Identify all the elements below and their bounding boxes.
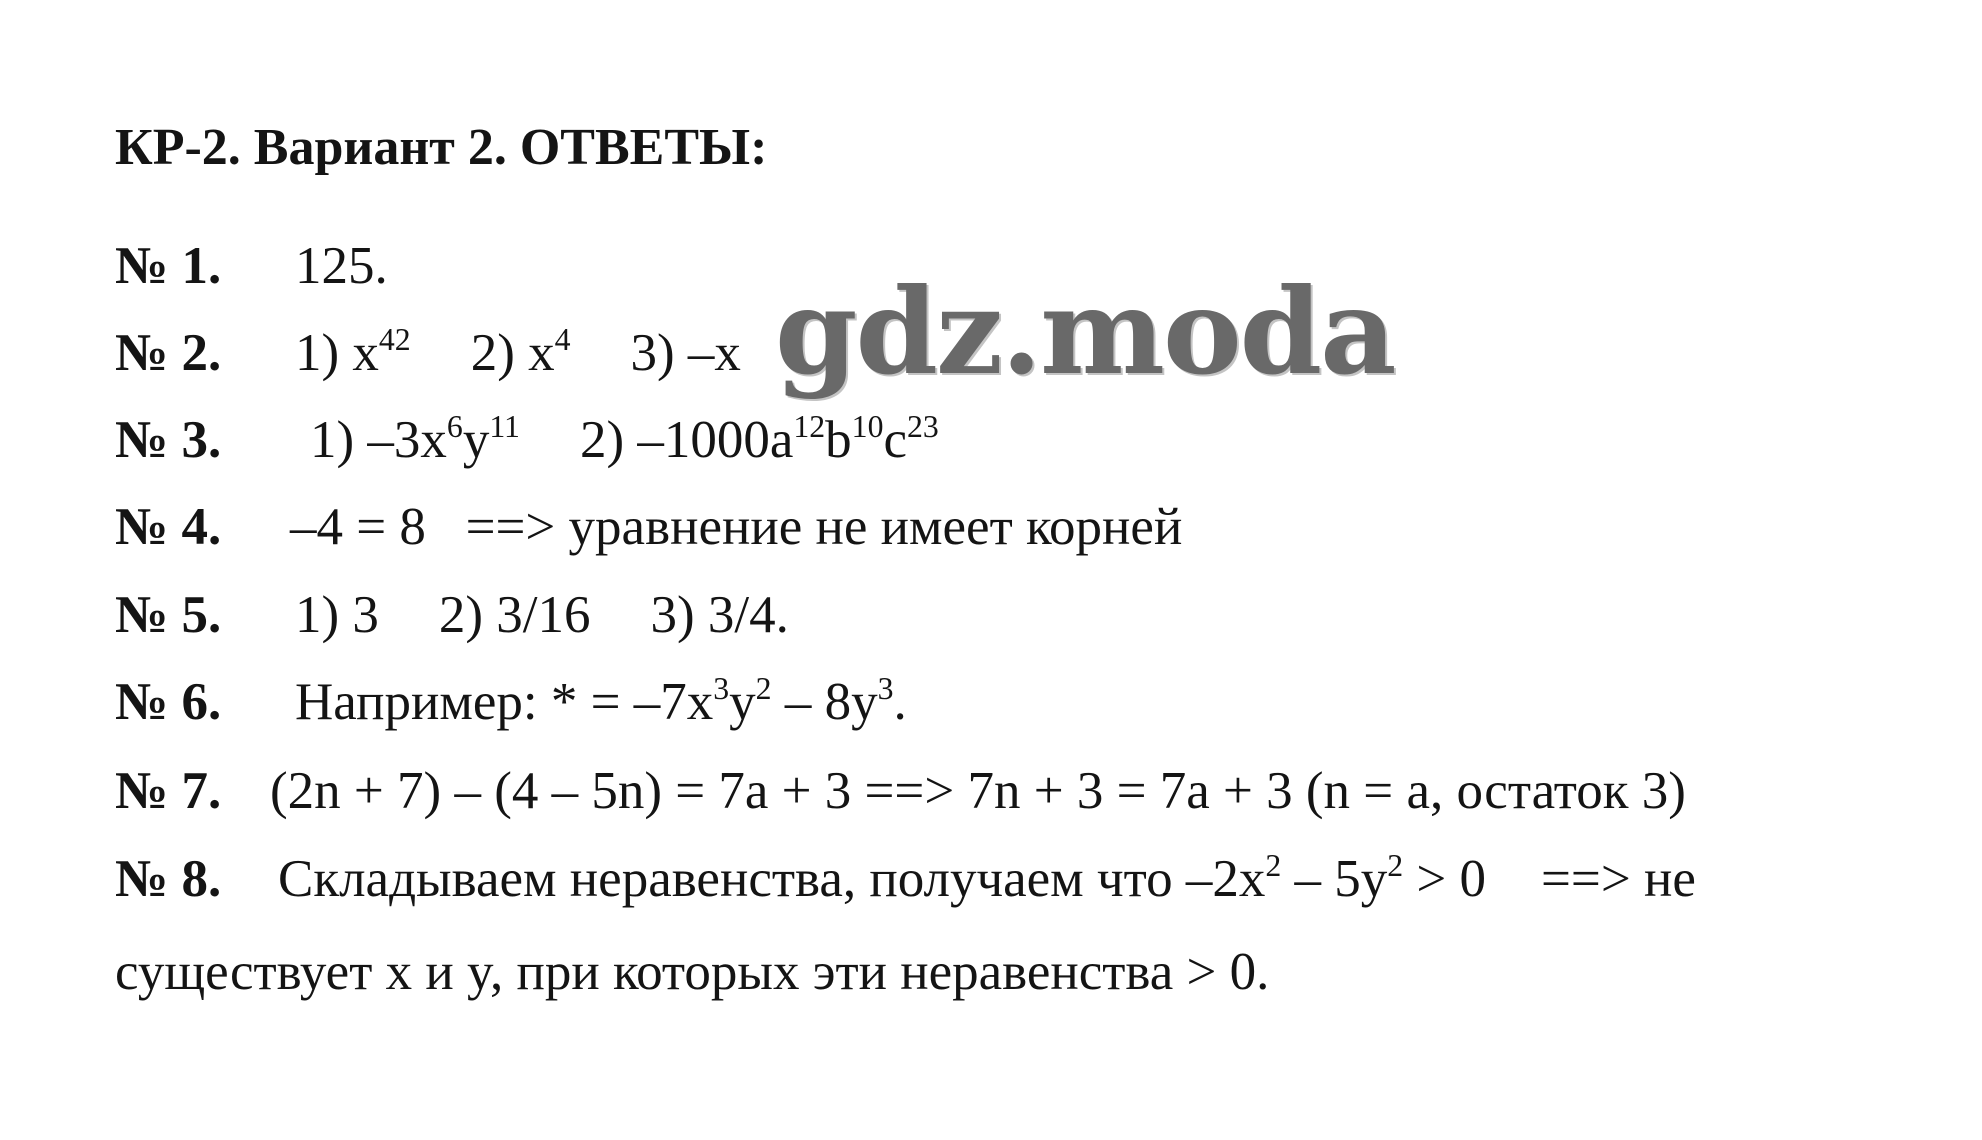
exponent: 3 — [877, 671, 894, 707]
exponent: 2 — [1265, 848, 1282, 884]
exponent: 11 — [489, 409, 520, 445]
answer-row-7 — [115, 762, 1686, 820]
exponent: 23 — [907, 409, 939, 445]
watermark-logo: gdz.moda — [775, 262, 1395, 401]
answer-text: (2n + 7) – (4 – 5n) = 7a + 3 ==> 7n + 3 = 7a + 3 (n = a, остаток 3) — [270, 762, 1686, 820]
answer-row-6 — [115, 671, 907, 731]
answer-part: 1) x — [295, 324, 379, 382]
answer-number: № 7. — [115, 762, 222, 820]
answer-part: 2) –1000a — [579, 411, 794, 469]
answer-number: № 6. — [115, 673, 222, 731]
answer-part: – 5y — [1281, 850, 1388, 908]
answer-text: 125. — [295, 237, 388, 295]
answer-part: 2) 3/16 — [438, 586, 591, 644]
answer-part: ==> не — [1541, 850, 1696, 908]
answer-part: 1) –3x — [310, 411, 447, 469]
answer-part: 1) 3 — [295, 586, 379, 644]
answer-number: № 3. — [115, 411, 222, 469]
answer-part: . — [893, 673, 907, 731]
exponent: 3 — [713, 671, 730, 707]
answer-number: № 8. — [115, 850, 222, 908]
answer-part: Например: * = –7x — [295, 673, 714, 731]
answer-part: Складываем неравенства, получаем что –2x — [278, 850, 1266, 908]
exponent: 4 — [554, 322, 571, 358]
answer-part: 3) –x — [630, 324, 741, 382]
answer-part: y — [729, 673, 756, 731]
answer-number: № 4. — [115, 498, 222, 556]
answer-part: 3) 3/4. — [650, 586, 789, 644]
answer-number: № 1. — [115, 237, 222, 295]
exponent: 10 — [851, 409, 884, 445]
answer-number: № 2. — [115, 324, 222, 382]
exponent: 2 — [755, 671, 772, 707]
answer-part: – 8y — [771, 673, 878, 731]
answer-row-3 — [115, 409, 939, 469]
answer-part: y — [462, 411, 490, 469]
answer-row-8 — [115, 848, 1696, 908]
exponent: 2 — [1387, 848, 1404, 884]
answer-part: b — [825, 411, 852, 469]
answer-part: 2) x — [470, 324, 555, 382]
answer-part: > 0 — [1403, 850, 1487, 908]
document-title: КР-2. Вариант 2. ОТВЕТЫ: — [115, 119, 768, 176]
answer-row-5 — [115, 586, 789, 644]
exponent: 6 — [446, 409, 463, 445]
answer-row-4 — [115, 498, 1183, 556]
exponent: 42 — [378, 322, 411, 358]
exponent: 12 — [793, 409, 826, 445]
answer-text: –4 = 8 ==> уравнение не имеет корней — [290, 498, 1183, 556]
answer-row-8-continuation: существует x и y, при которых эти неравенства > 0. — [115, 943, 1270, 1001]
answer-number: № 5. — [115, 586, 222, 644]
answer-row-2 — [115, 322, 741, 382]
answer-row-1 — [115, 237, 388, 295]
answer-part: c — [883, 411, 907, 469]
